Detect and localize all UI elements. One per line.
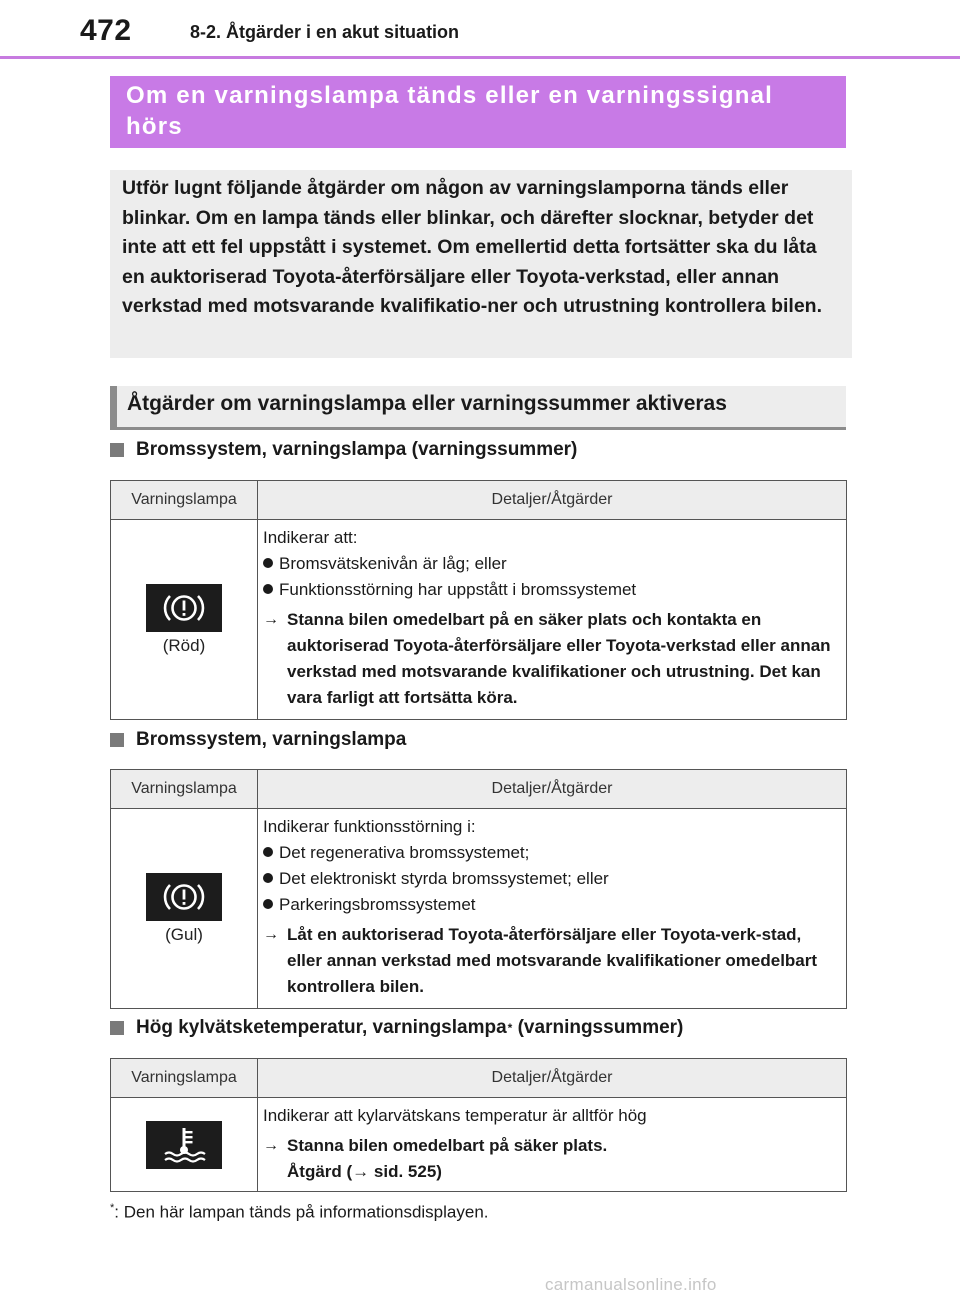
intro-text: Utför lugnt följande åtgärder om någon av varningslamporna tänds eller blinkar. Om en lampa tänds eller blinkar, och därefter slocknar, betyder det inte att ett fel uppstått i systemet. Om emellertid detta fortsätter ska du låta en auktoriserad Toyota-återförsäljare eller Toyota-verkstad, eller annan verkstad med motsvarande kvalifikatio-ner och utrustning kontrollera bilen.: [110, 170, 852, 358]
header-divider: [0, 56, 960, 59]
indication-lead: Indikerar att:: [263, 528, 358, 547]
column-header-details: Detaljer/Åtgärder: [258, 481, 847, 520]
page-number: 472: [80, 14, 132, 47]
bullet-dot-icon: [263, 558, 273, 568]
warning-table-brake-red: [110, 480, 847, 720]
action-instruction: → Stanna bilen omedelbart på säker plats. Åtgärd (→ sid. 525): [263, 1133, 840, 1185]
lamp-cell: [111, 809, 258, 1009]
bullet-item: Funktionsstörning har uppstått i bromssystemet: [263, 577, 840, 603]
footnote-marker: *: [507, 1021, 513, 1035]
lamp-cell: [111, 520, 258, 720]
arrow-right-icon: →: [352, 1162, 374, 1181]
subheading-brake-red: [110, 439, 577, 461]
column-header-lamp: Varningslampa: [111, 481, 258, 520]
lamp-color-label: (Röd): [162, 635, 206, 655]
column-header-lamp: Varningslampa: [111, 1059, 258, 1098]
bullet-item: Det elektroniskt styrda bromssystemet; eller: [263, 866, 840, 892]
subheading-text: Bromssystem, varningslampa (varningssummer): [136, 439, 578, 460]
footnote: [110, 1202, 489, 1223]
lamp-cell: [111, 1098, 258, 1192]
column-header-lamp: Varningslampa: [111, 770, 258, 809]
subheading-brake-yellow: [110, 729, 406, 751]
lamp-color-label: (Gul): [165, 924, 203, 944]
watermark: carmanualsonline.info: [545, 1275, 717, 1294]
details-cell: [258, 809, 847, 1009]
warning-table-brake-yellow: [110, 769, 847, 1009]
section-heading: Åtgärder om varningslampa eller varningssummer aktiveras: [110, 386, 846, 430]
chapter-heading: 8-2. Åtgärder i en akut situation: [190, 22, 460, 42]
subheading-tail: (varningssummer): [517, 1017, 684, 1038]
bullet-dot-icon: [263, 899, 273, 909]
arrow-right-icon: →: [263, 611, 279, 628]
action-instruction: → Låt en auktoriserad Toyota-återförsäljare eller Toyota-verk-stad, eller annan verkstad med motsvarande kvalifikationer omedelbart kontrollera bilen.: [263, 922, 840, 1000]
indication-lead: Indikerar funktionsstörning i:: [263, 817, 476, 836]
footnote-text: : Den här lampan tänds på informationsdisplayen.: [114, 1202, 489, 1222]
square-bullet-icon: [110, 443, 124, 457]
page-title: Om en varningslampa tänds eller en varningssignal hörs: [110, 76, 846, 148]
page-reference: sid. 525): [373, 1162, 442, 1181]
brake-warning-icon: [146, 873, 222, 921]
column-header-details: Detaljer/Åtgärder: [258, 1059, 847, 1098]
bullet-item: Parkeringsbromssystemet: [263, 892, 840, 918]
subheading-text: Bromssystem, varningslampa: [136, 729, 407, 750]
square-bullet-icon: [110, 733, 124, 747]
bullet-dot-icon: [263, 584, 273, 594]
bullet-item: Bromsvätskenivån är låg; eller: [263, 551, 840, 577]
brake-warning-icon: [146, 584, 222, 632]
footnote-marker: *: [110, 1202, 115, 1214]
bullet-dot-icon: [263, 847, 273, 857]
action-instruction: → Stanna bilen omedelbart på en säker plats och kontakta en auktoriserad Toyota-återförsäljare eller Toyota-verkstad eller annan verkstad med motsvarande kvalifikationer och utrustning. Det kan vara farligt att fortsätta köra.: [263, 607, 840, 711]
subheading-coolant: [110, 1017, 683, 1039]
details-cell: [258, 1098, 847, 1192]
subheading-text: Hög kylvätsketemperatur, varningslampa: [136, 1017, 507, 1038]
column-header-details: Detaljer/Åtgärder: [258, 770, 847, 809]
coolant-temperature-icon: [146, 1121, 222, 1169]
bullet-dot-icon: [263, 873, 273, 883]
warning-table-coolant: [110, 1058, 847, 1192]
arrow-right-icon: →: [263, 1137, 279, 1154]
details-cell: [258, 520, 847, 720]
square-bullet-icon: [110, 1021, 124, 1035]
indication-lead: Indikerar att kylarvätskans temperatur är alltför hög: [263, 1106, 647, 1125]
arrow-right-icon: →: [263, 926, 279, 943]
bullet-item: Det regenerativa bromssystemet;: [263, 840, 840, 866]
